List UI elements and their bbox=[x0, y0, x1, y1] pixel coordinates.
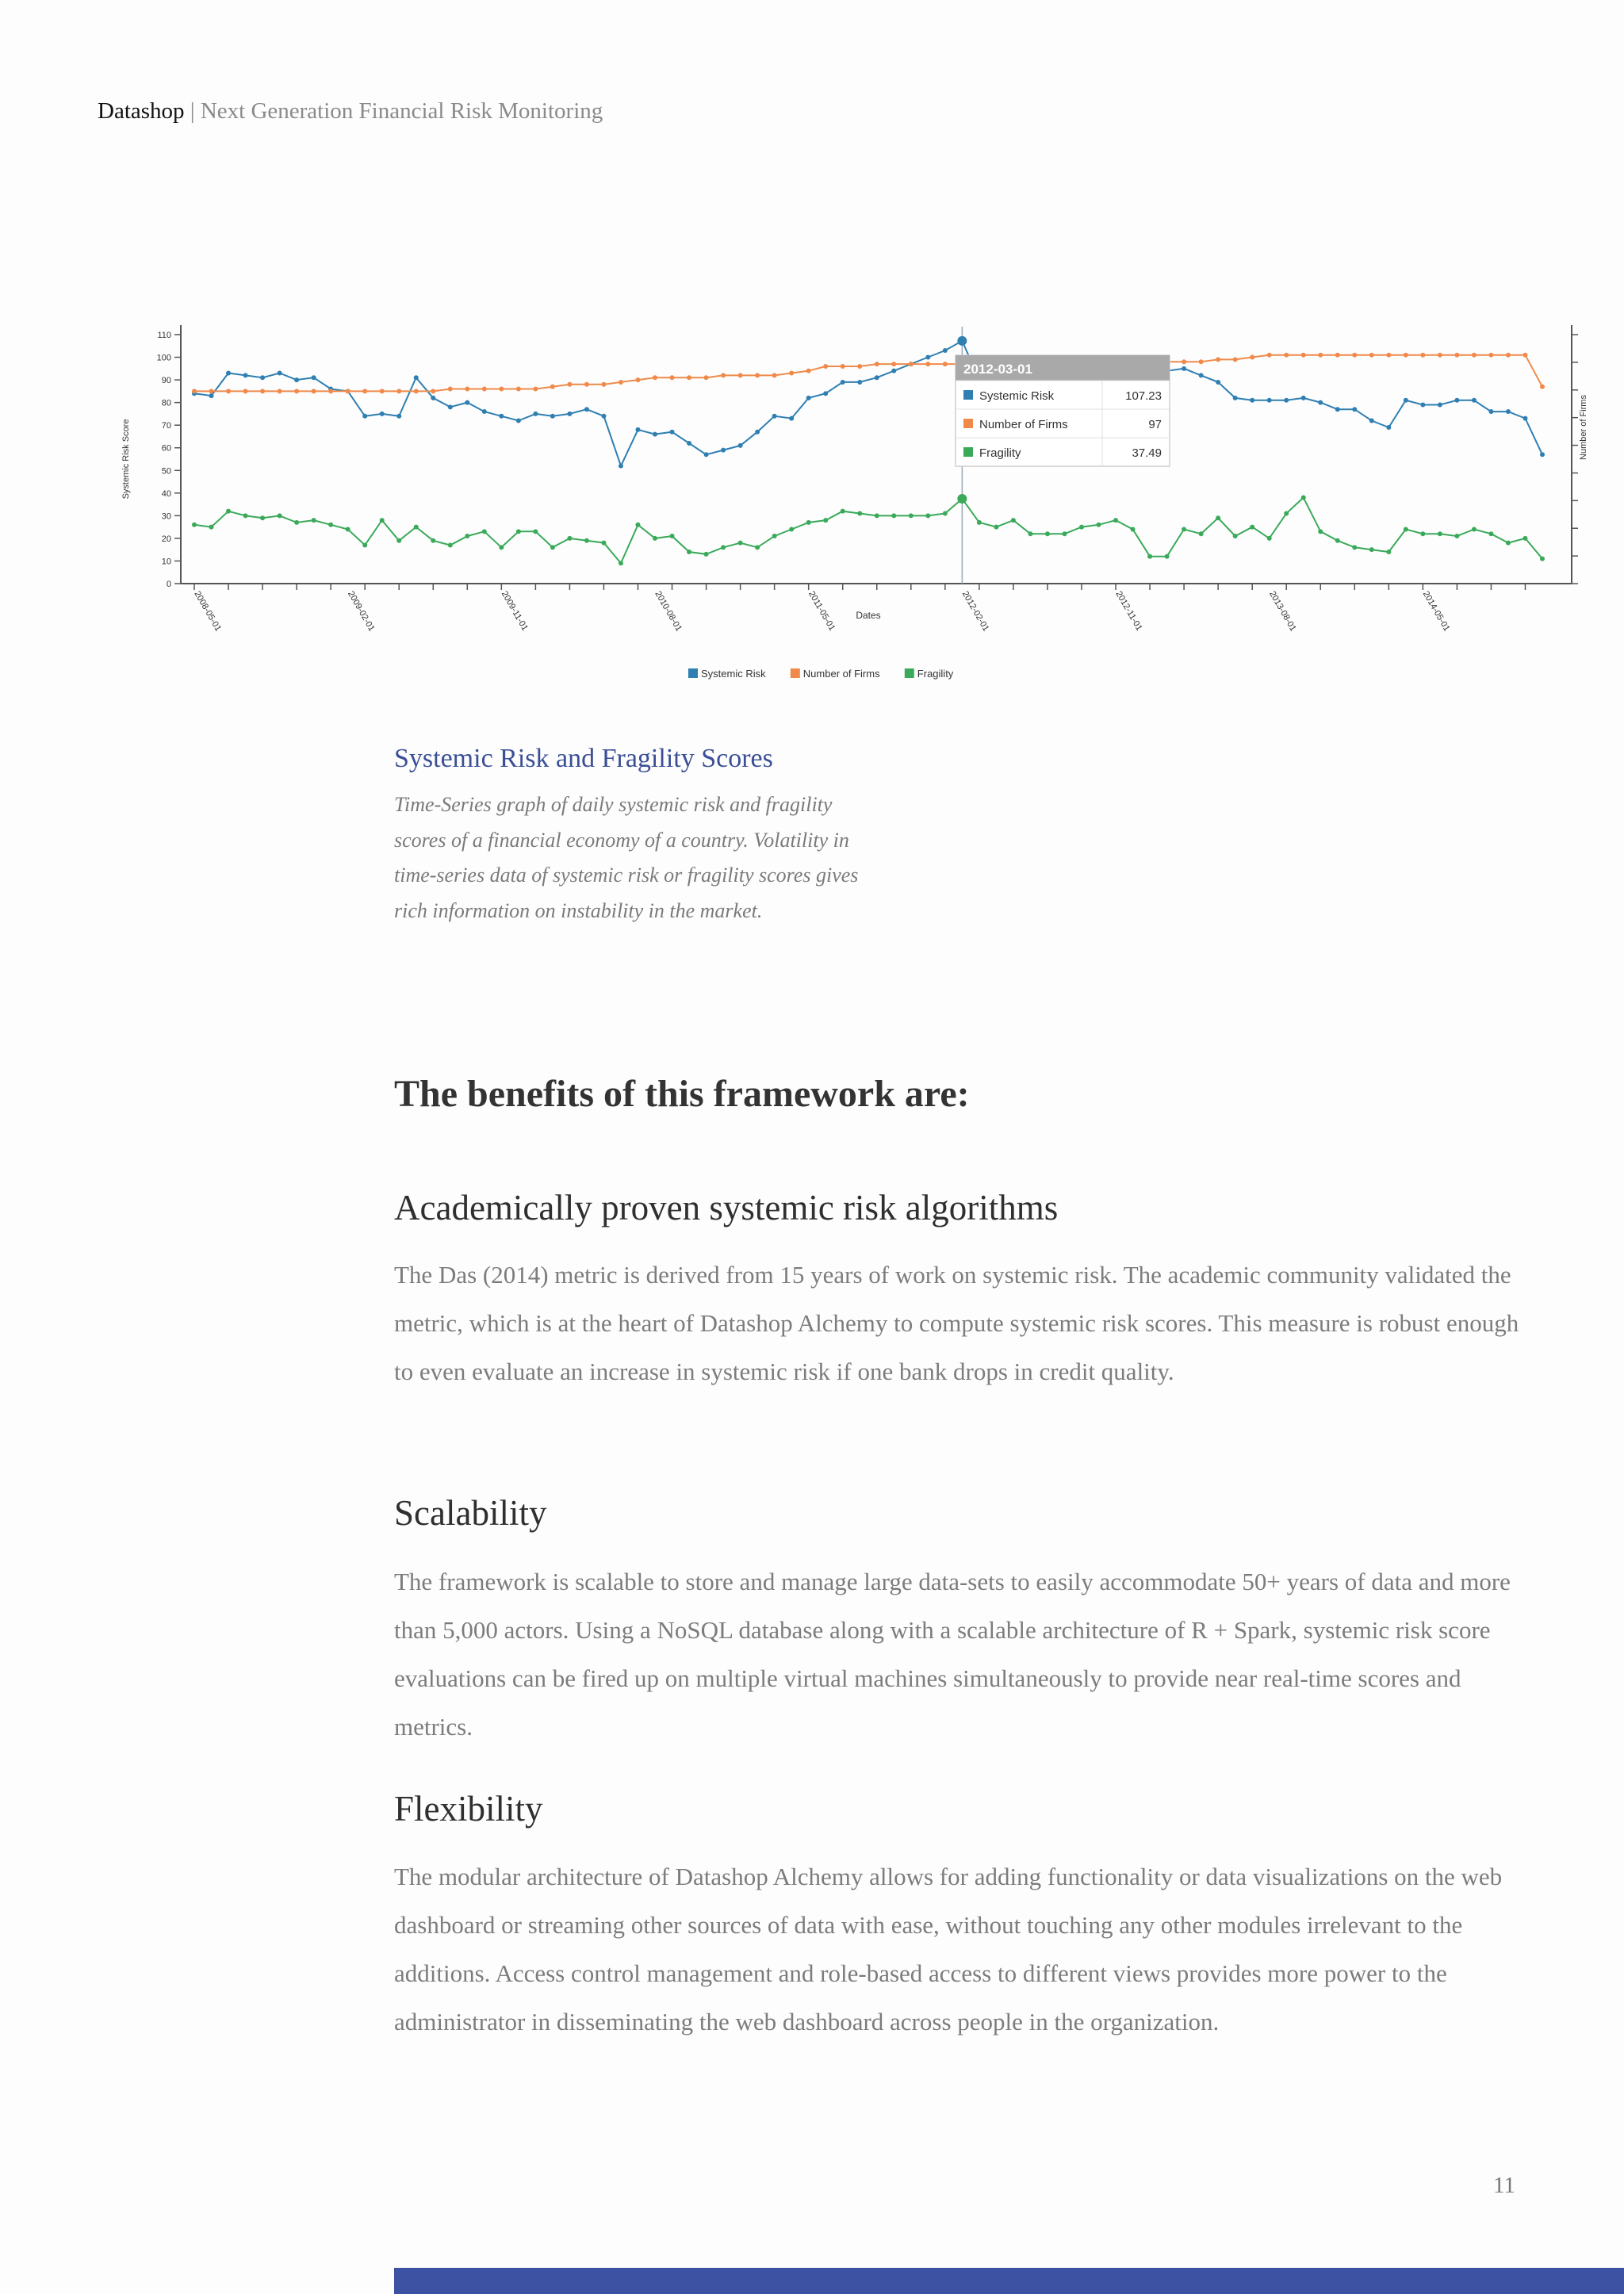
number-of-firms-point bbox=[260, 389, 265, 393]
number-of-firms-point bbox=[601, 382, 606, 387]
number-of-firms-point bbox=[670, 375, 675, 380]
systemic-risk-point bbox=[806, 396, 811, 400]
number-of-firms-point bbox=[909, 362, 914, 366]
systemic-risk-point bbox=[1472, 398, 1477, 403]
systemic-risk-point bbox=[1233, 396, 1238, 400]
number-of-firms-point bbox=[431, 389, 435, 393]
fragility-point bbox=[516, 529, 521, 534]
legend-swatch bbox=[905, 668, 914, 678]
fragility-point bbox=[1011, 518, 1016, 523]
number-of-firms-point bbox=[380, 389, 385, 393]
footer-bar bbox=[394, 2268, 1624, 2294]
number-of-firms-point bbox=[516, 387, 521, 392]
fragility-point bbox=[1404, 527, 1408, 531]
number-of-firms-point bbox=[704, 375, 709, 380]
fragility-point bbox=[670, 534, 675, 538]
fragility-point bbox=[1267, 536, 1272, 541]
fragility-point bbox=[738, 541, 743, 546]
fragility-point bbox=[687, 550, 691, 554]
page-number: 11 bbox=[1493, 2173, 1515, 2198]
systemic-risk-point bbox=[396, 414, 401, 419]
number-of-firms-point bbox=[448, 387, 453, 392]
fragility-point bbox=[875, 513, 879, 518]
systemic-risk-point bbox=[721, 448, 726, 453]
fragility-point bbox=[1420, 531, 1425, 536]
systemic-risk-point bbox=[943, 348, 948, 353]
number-of-firms-point bbox=[1267, 353, 1272, 358]
number-of-firms-point bbox=[1182, 359, 1186, 364]
number-of-firms-point bbox=[1454, 353, 1459, 358]
number-of-firms-point bbox=[567, 382, 572, 387]
fragility-point bbox=[653, 536, 657, 541]
header-separator: | bbox=[184, 98, 201, 124]
systemic-risk-point bbox=[635, 427, 640, 432]
header-subtitle: Next Generation Financial Risk Monitoring bbox=[200, 98, 603, 124]
fragility-point bbox=[294, 520, 299, 525]
x-tick-label: 2010-08-01 bbox=[653, 589, 684, 634]
systemic-risk-point bbox=[925, 355, 930, 360]
number-of-firms-point bbox=[312, 389, 316, 393]
systemic-risk-point bbox=[789, 416, 794, 421]
chart-svg bbox=[111, 309, 1602, 698]
legend-label: Systemic Risk bbox=[701, 668, 766, 680]
number-of-firms-point bbox=[823, 364, 828, 369]
tooltip-label: Fragility bbox=[979, 446, 1021, 460]
y-axis-title: Systemic Risk Score bbox=[121, 419, 131, 500]
systemic-risk-point bbox=[209, 393, 214, 398]
number-of-firms-point bbox=[806, 369, 811, 373]
fragility-point bbox=[448, 542, 453, 547]
fragility-point bbox=[192, 523, 197, 527]
tooltip-swatch bbox=[963, 447, 973, 457]
x-tick-label: 2014-05-01 bbox=[1420, 589, 1452, 634]
y-tick-label: 70 bbox=[161, 421, 171, 431]
y-tick-label: 10 bbox=[161, 557, 171, 567]
number-of-firms-point bbox=[465, 387, 469, 392]
number-of-firms-point bbox=[1488, 353, 1493, 358]
systemic-risk-point bbox=[601, 414, 606, 419]
x-tick-label: 2009-11-01 bbox=[499, 589, 530, 633]
number-of-firms-point bbox=[653, 375, 657, 380]
fragility-point bbox=[380, 518, 385, 523]
systemic-risk-point bbox=[1267, 398, 1272, 403]
systemic-risk-point bbox=[891, 369, 896, 373]
fragility-point bbox=[1165, 554, 1170, 559]
legend-swatch bbox=[791, 668, 800, 678]
number-of-firms-line bbox=[194, 355, 1542, 392]
systemic-risk-point bbox=[738, 443, 743, 448]
number-of-firms-point bbox=[891, 362, 896, 366]
fragility-point bbox=[1352, 545, 1357, 550]
fragility-point bbox=[465, 534, 469, 538]
fragility-point bbox=[1454, 534, 1459, 538]
systemic-risk-point bbox=[1199, 373, 1204, 377]
systemic-risk-point bbox=[499, 414, 504, 419]
number-of-firms-point bbox=[482, 387, 487, 392]
section-body-scalability: The framework is scalable to store and manage large data-sets to easily accommodate 50+ years of data and more than 5,000 actors. Using a NoSQL database along with a scalable architecture of R + Spark, systemic risk score evaluations can be fired up on multiple virtual machines simultaneously to provide near real-time scores and metrics. bbox=[394, 1568, 1511, 1741]
number-of-firms-point bbox=[1540, 385, 1545, 389]
legend-swatch bbox=[688, 668, 698, 678]
systemic-risk-point bbox=[1369, 418, 1374, 423]
x-axis-title: Dates bbox=[856, 610, 881, 621]
number-of-firms-point bbox=[755, 373, 760, 377]
systemic-risk-point bbox=[823, 391, 828, 396]
tooltip-swatch bbox=[963, 419, 973, 428]
fragility-point bbox=[431, 538, 435, 543]
x-tick-label: 2009-02-01 bbox=[346, 589, 377, 634]
fragility-point bbox=[925, 513, 930, 518]
figure-caption-body: Time-Series graph of daily systemic risk and fragility scores of a financial economy of a country. Volatility in time-series data of systemic risk or fragility scores gives rich information on instability in the market. bbox=[394, 793, 859, 922]
number-of-firms-point bbox=[1335, 353, 1340, 358]
fragility-point bbox=[1540, 557, 1545, 561]
systemic-risk-point bbox=[243, 373, 248, 377]
fragility-point bbox=[1386, 550, 1391, 554]
fragility-point bbox=[1506, 541, 1511, 546]
systemic-risk-point bbox=[448, 404, 453, 409]
number-of-firms-point bbox=[1199, 359, 1204, 364]
fragility-point bbox=[1522, 536, 1527, 541]
fragility-point bbox=[1131, 527, 1136, 531]
fragility-point bbox=[533, 529, 538, 534]
fragility-point bbox=[1250, 525, 1254, 530]
systemic-risk-point bbox=[1404, 398, 1408, 403]
number-of-firms-point bbox=[533, 387, 538, 392]
number-of-firms-point bbox=[1352, 353, 1357, 358]
fragility-point bbox=[619, 561, 623, 565]
number-of-firms-point bbox=[1216, 357, 1220, 362]
systemic-risk-point bbox=[1182, 366, 1186, 371]
tooltip-value: 97 bbox=[1148, 418, 1162, 431]
number-of-firms-point bbox=[209, 389, 214, 393]
fragility-point bbox=[1062, 531, 1067, 536]
number-of-firms-point bbox=[635, 377, 640, 382]
fragility-point bbox=[943, 511, 948, 516]
legend-label: Number of Firms bbox=[802, 668, 880, 680]
fragility-point bbox=[1216, 515, 1220, 520]
number-of-firms-point bbox=[1522, 353, 1527, 358]
fragility-point bbox=[567, 536, 572, 541]
number-of-firms-point bbox=[738, 373, 743, 377]
systemic-risk-point bbox=[567, 412, 572, 416]
systemic-risk-point bbox=[1284, 398, 1289, 403]
number-of-firms-point bbox=[243, 389, 248, 393]
systemic-risk-point bbox=[670, 430, 675, 435]
systemic-risk-point bbox=[653, 432, 657, 437]
fragility-point bbox=[1199, 531, 1204, 536]
tooltip-label: Number of Firms bbox=[979, 418, 1068, 431]
y-tick-label: 20 bbox=[161, 534, 171, 544]
section-title-scalability: Scalability bbox=[394, 1493, 547, 1533]
legend-label: Fragility bbox=[917, 668, 954, 680]
y-tick-label: 60 bbox=[161, 443, 171, 454]
systemic-risk-point bbox=[1301, 396, 1306, 400]
systemic-risk-point bbox=[584, 407, 589, 412]
fragility-point bbox=[1182, 527, 1186, 531]
systemic-risk-point bbox=[1506, 409, 1511, 414]
systemic-risk-point bbox=[1318, 400, 1323, 405]
systemic-risk-point bbox=[1488, 409, 1493, 414]
systemic-risk-point bbox=[857, 380, 862, 385]
number-of-firms-point bbox=[278, 389, 282, 393]
number-of-firms-point bbox=[1386, 353, 1391, 358]
systemic-risk-point bbox=[619, 464, 623, 469]
section-body-algorithms: The Das (2014) metric is derived from 15 years of work on systemic risk. The academic community validated the metric, which is at the heart of Datashop Alchemy to compute systemic risk scores. This measure is robust enough to even evaluate an increase in systemic risk if one bank drops in credit quality. bbox=[394, 1261, 1519, 1385]
number-of-firms-point bbox=[226, 389, 231, 393]
fragility-point bbox=[278, 513, 282, 518]
systemic-risk-point bbox=[1352, 407, 1357, 412]
fragility-point bbox=[891, 513, 896, 518]
y-tick-label: 110 bbox=[157, 331, 171, 340]
tooltip-value: 107.23 bbox=[1125, 389, 1162, 403]
number-of-firms-point bbox=[499, 387, 504, 392]
number-of-firms-point bbox=[1420, 353, 1425, 358]
number-of-firms-point bbox=[943, 362, 948, 366]
tooltip-swatch bbox=[963, 390, 973, 400]
fragility-point bbox=[1438, 531, 1442, 536]
figure-caption-title: Systemic Risk and Fragility Scores bbox=[394, 744, 773, 773]
y-tick-label: 0 bbox=[166, 580, 171, 589]
fragility-point bbox=[1369, 547, 1374, 552]
systemic-risk-point bbox=[533, 412, 538, 416]
systemic-risk-point bbox=[1540, 452, 1545, 457]
number-of-firms-point bbox=[414, 389, 419, 393]
number-of-firms-point bbox=[294, 389, 299, 393]
fragility-point bbox=[1097, 523, 1101, 527]
systemic-risk-point bbox=[294, 377, 299, 382]
number-of-firms-point bbox=[1438, 353, 1442, 358]
systemic-risk-point bbox=[414, 375, 419, 380]
fragility-point bbox=[1301, 496, 1306, 500]
fragility-point bbox=[584, 538, 589, 543]
fragility-point bbox=[312, 518, 316, 523]
fragility-point bbox=[1045, 531, 1050, 536]
systemic-risk-point bbox=[1250, 398, 1254, 403]
fragility-point bbox=[1028, 531, 1032, 536]
number-of-firms-point bbox=[1318, 353, 1323, 358]
systemic-risk-point bbox=[1420, 402, 1425, 407]
fragility-point bbox=[1233, 534, 1238, 538]
fragility-point bbox=[1284, 511, 1289, 516]
page-header bbox=[98, 98, 603, 124]
y2-axis-title: Number of Firms bbox=[1579, 395, 1588, 460]
systemic-risk-point bbox=[1454, 398, 1459, 403]
systemic-risk-point bbox=[278, 371, 282, 376]
fragility-point bbox=[841, 509, 845, 514]
fragility-point bbox=[328, 523, 333, 527]
fragility-point bbox=[243, 513, 248, 518]
x-tick-label: 2012-02-01 bbox=[959, 589, 991, 634]
fragility-point bbox=[209, 525, 214, 530]
number-of-firms-point bbox=[1233, 357, 1238, 362]
fragility-point bbox=[1472, 527, 1477, 531]
systemic-risk-point bbox=[687, 441, 691, 446]
number-of-firms-point bbox=[1472, 353, 1477, 358]
number-of-firms-point bbox=[1301, 353, 1306, 358]
systemic-risk-point bbox=[312, 375, 316, 380]
fragility-point bbox=[789, 527, 794, 531]
fragility-point bbox=[755, 545, 760, 550]
x-tick-label: 2012-11-01 bbox=[1113, 589, 1144, 633]
tooltip-value: 37.49 bbox=[1132, 446, 1162, 460]
systemic-risk-point bbox=[957, 336, 967, 346]
number-of-firms-point bbox=[328, 389, 333, 393]
systemic-risk-point bbox=[482, 409, 487, 414]
fragility-point bbox=[601, 541, 606, 546]
fragility-point bbox=[635, 523, 640, 527]
fragility-point bbox=[909, 513, 914, 518]
fragility-point bbox=[499, 545, 504, 550]
systemic-risk-point bbox=[431, 396, 435, 400]
tooltip-date: 2012-03-01 bbox=[963, 362, 1032, 377]
fragility-point bbox=[772, 534, 777, 538]
y-tick-label: 80 bbox=[161, 398, 171, 408]
systemic-risk-point bbox=[516, 418, 521, 423]
number-of-firms-point bbox=[1369, 353, 1374, 358]
fragility-point bbox=[857, 511, 862, 516]
y-tick-label: 90 bbox=[161, 376, 171, 386]
fragility-point bbox=[977, 520, 982, 525]
number-of-firms-point bbox=[721, 373, 726, 377]
y-tick-label: 100 bbox=[156, 353, 171, 363]
systemic-risk-point bbox=[1335, 407, 1340, 412]
fragility-point bbox=[414, 525, 419, 530]
number-of-firms-point bbox=[857, 364, 862, 369]
systemic-risk-chart bbox=[111, 309, 1602, 698]
systemic-risk-point bbox=[550, 414, 555, 419]
number-of-firms-point bbox=[925, 362, 930, 366]
systemic-risk-point bbox=[1216, 380, 1220, 385]
y-tick-label: 50 bbox=[161, 466, 171, 477]
number-of-firms-point bbox=[789, 371, 794, 376]
number-of-firms-point bbox=[875, 362, 879, 366]
fragility-point bbox=[721, 545, 726, 550]
number-of-firms-point bbox=[772, 373, 777, 377]
fragility-point bbox=[1488, 531, 1493, 536]
systemic-risk-point bbox=[380, 412, 385, 416]
systemic-risk-point bbox=[704, 452, 709, 457]
fragility-point bbox=[346, 527, 350, 531]
number-of-firms-point bbox=[584, 382, 589, 387]
systemic-risk-point bbox=[465, 400, 469, 405]
fragility-point bbox=[806, 520, 811, 525]
section-title-flexibility: Flexibility bbox=[394, 1789, 543, 1829]
number-of-firms-point bbox=[841, 364, 845, 369]
fragility-point bbox=[1335, 538, 1340, 543]
fragility-point bbox=[994, 525, 998, 530]
fragility-point bbox=[1113, 518, 1118, 523]
number-of-firms-point bbox=[362, 389, 367, 393]
number-of-firms-point bbox=[1284, 353, 1289, 358]
x-tick-label: 2013-08-01 bbox=[1267, 589, 1298, 634]
fragility-point bbox=[260, 515, 265, 520]
number-of-firms-point bbox=[550, 385, 555, 389]
systemic-risk-point bbox=[772, 414, 777, 419]
systemic-risk-point bbox=[260, 375, 265, 380]
benefits-heading: The benefits of this framework are: bbox=[394, 1073, 970, 1115]
section-title-algorithms: Academically proven systemic risk algorithms bbox=[394, 1188, 1059, 1227]
number-of-firms-point bbox=[1250, 355, 1254, 360]
y-tick-label: 40 bbox=[161, 488, 171, 499]
brand-name: Datashop bbox=[98, 98, 185, 124]
fragility-point bbox=[704, 552, 709, 557]
systemic-risk-line bbox=[194, 341, 1542, 466]
number-of-firms-point bbox=[346, 389, 350, 393]
section-body-flexibility: The modular architecture of Datashop Alchemy allows for adding functionality or data visualizations on the web dashboard or streaming other sources of data with ease, without touching any other modules irrelevant to the additions. Access control management and role-based access to different views provides more power to the administrator in disseminating the web dashboard across people in the organization. bbox=[394, 1863, 1503, 2035]
fragility-point bbox=[550, 545, 555, 550]
y-tick-label: 30 bbox=[161, 511, 171, 522]
fragility-point bbox=[1318, 529, 1323, 534]
systemic-risk-point bbox=[1522, 416, 1527, 421]
tooltip-label: Systemic Risk bbox=[979, 389, 1055, 403]
number-of-firms-point bbox=[1404, 353, 1408, 358]
number-of-firms-point bbox=[192, 389, 197, 393]
fragility-point bbox=[957, 494, 967, 504]
x-tick-label: 2011-05-01 bbox=[806, 589, 837, 633]
fragility-point bbox=[823, 518, 828, 523]
systemic-risk-point bbox=[362, 414, 367, 419]
fragility-point bbox=[396, 538, 401, 543]
number-of-firms-point bbox=[687, 375, 691, 380]
fragility-point bbox=[1079, 525, 1084, 530]
systemic-risk-point bbox=[841, 380, 845, 385]
number-of-firms-point bbox=[396, 389, 401, 393]
x-tick-label: 2008-05-01 bbox=[192, 589, 223, 634]
fragility-point bbox=[362, 542, 367, 547]
systemic-risk-point bbox=[875, 375, 879, 380]
systemic-risk-point bbox=[1438, 402, 1442, 407]
fragility-point bbox=[1147, 554, 1152, 559]
fragility-point bbox=[482, 529, 487, 534]
systemic-risk-point bbox=[755, 430, 760, 435]
systemic-risk-point bbox=[226, 371, 231, 376]
fragility-point bbox=[226, 509, 231, 514]
number-of-firms-point bbox=[619, 380, 623, 385]
number-of-firms-point bbox=[1506, 353, 1511, 358]
fragility-line bbox=[194, 498, 1542, 564]
systemic-risk-point bbox=[1386, 425, 1391, 430]
